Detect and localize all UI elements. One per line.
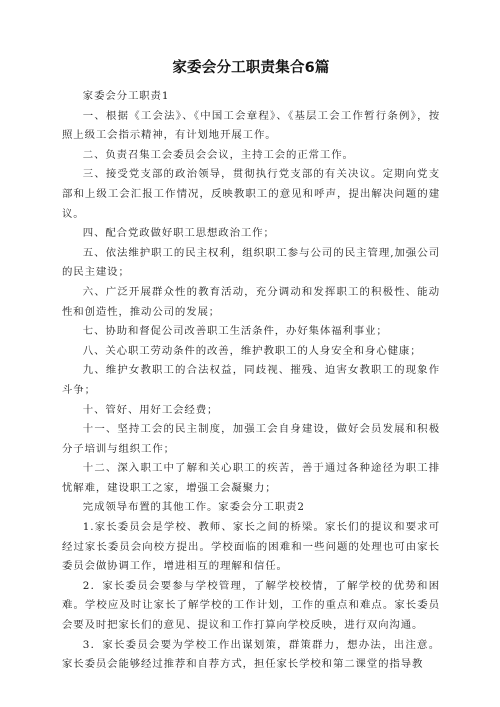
paragraph: 六、广泛开展群众性的教育活动，充分调动和发挥职工的积极性、能动性和创造性，推动公司的发展； (62, 285, 440, 318)
paragraph: 十二、深入职工中了解和关心职工的疾苦，善于通过各种途径为职工排忧解难，建设职工之家，增强工会凝聚力； (62, 462, 440, 494)
section-heading: 家委会分工职责1 (82, 90, 170, 102)
paragraph: 五、依法维护职工的民主权利，组织职工参与公司的民主管理,加强公司的民主建设； (62, 246, 440, 279)
paragraph: 四、配合党政做好职工思想政治工作； (82, 227, 275, 240)
paragraph: 完成领导布置的其他工作。家委会分工职责2 (82, 501, 305, 514)
paragraph: 十、管好、用好工会经费； (82, 403, 219, 416)
paragraph: 八、关心职工劳动条件的改善，维护教职工的人身安全和身心健康； (82, 344, 422, 357)
paragraph: 2．家长委员会要参与学校管理，了解学校校情，了解学校的优势和困难。学校应及时让家长了解学校的工作计划，工作的重点和难点。家长委员会要及时把家长们的意见、提议和工作打算向学校反映，进行双向沟通。 (62, 579, 440, 632)
paragraph: 二、负责召集工会委员会会议，主持工会的正常工作。 (82, 148, 354, 161)
paragraph: 十一、坚持工会的民主制度，加强工会自身建设，做好会员发展和积极分子培训与组织工作； (62, 423, 440, 455)
paragraph: 九、维护女教职工的合法权益，同歧视、摧残、迫害女教职工的现象作斗争； (62, 364, 440, 396)
paragraph: 七、协助和督促公司改善职工生活条件，办好集体福利事业； (82, 325, 388, 338)
paragraph: 三、接受党支部的政治领导，贯彻执行党支部的有关决议。定期向党支部和上级工会汇报工作情况，反映教职工的意见和呼声，提出解决问题的建议。 (62, 168, 440, 220)
paragraph: 1.家长委员会是学校、教师、家长之间的桥梁。家长们的提议和要求可经过家长委员会向校方提出。学校面临的困难和一些问题的处理也可由家长委员会做协调工作，增进相互的理解和信任。 (62, 521, 440, 573)
document-title: 家委会分工职责集合6篇 (172, 60, 330, 76)
paragraph: 3．家长委员会要为学校工作出谋划策，群策群力，想办法，出注意。家长委员会能够经过推荐和自荐方式，担任家长学校和第二课堂的指导教 (62, 638, 440, 671)
paragraph: 一、根据《工会法》、《中国工会章程》、《基层工会工作暂行条例》，按照上级工会指示精神，有计划地开展工作。 (62, 109, 440, 142)
